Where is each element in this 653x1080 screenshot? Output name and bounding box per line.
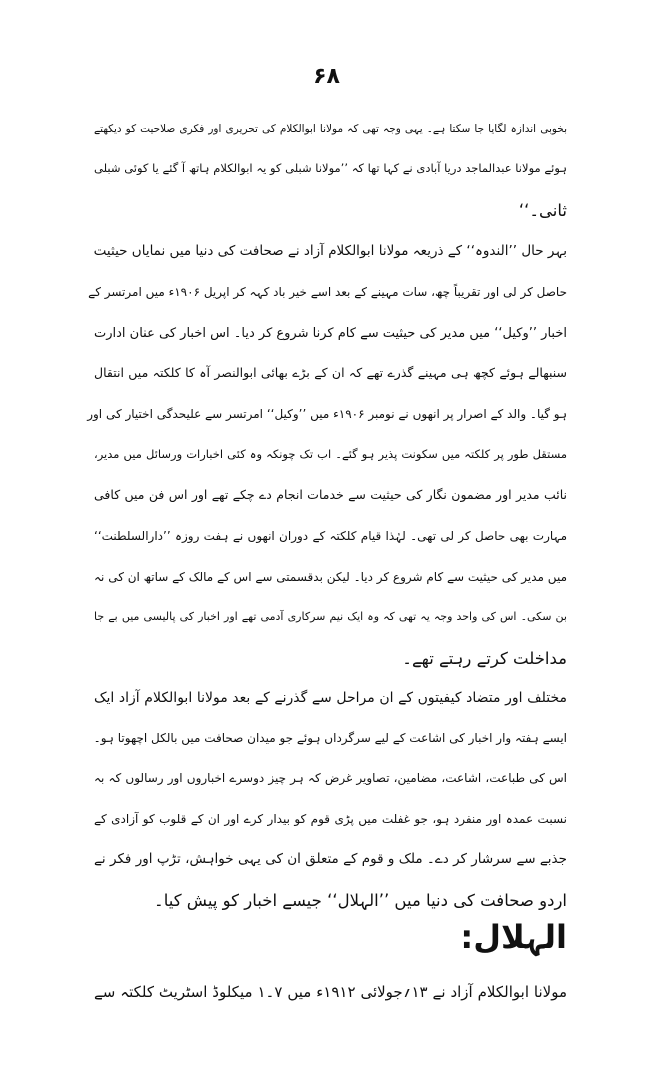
- text-line: نسبت عمدہ اور منفرد ہو، جو غفلت میں پڑی قوم کو بیدار کرے اور ان کے قلوب کو آزادی کے: [94, 812, 567, 826]
- text-line: ثانی۔‘‘: [518, 201, 567, 220]
- text-line: مختلف اور متضاد کیفیتوں کے ان مراحل سے گذرنے کے بعد مولانا ابوالکلام آزاد ایک: [94, 690, 567, 706]
- text-line: ایسے ہفتہ وار اخبار کی اشاعت کے لیے سرگرداں ہوئے جو میدان صحافت میں بالکل اچھوتا ہو۔: [93, 731, 567, 745]
- text-line: میں مدیر کی حیثیت سے کام شروع کر دیا۔ لیکن بدقسمتی سے اس کے مالک کے ساتھ ان کی نہ: [94, 570, 567, 584]
- text-line: جذبے سے سرشار کر دے۔ ملک و قوم کے متعلق ان کی یہی خواہش، تڑپ اور فکر نے: [94, 851, 567, 867]
- text-line: مداخلت کرتے رہتے تھے۔: [402, 649, 567, 668]
- text-line: اخبار ’’وکیل‘‘ میں مدیر کی حیثیت سے کام کرنا شروع کر دیا۔ اس اخبار کی عنان ادارت: [94, 326, 567, 341]
- section-heading: الہلال:: [460, 918, 567, 956]
- text-line: اس کی طباعت، اشاعت، مضامین، تصاویر غرض کہ ہر چیز دوسرے اخباروں اور رسالوں کہ بہ: [94, 771, 567, 785]
- text-line: مولانا ابوالکلام آزاد نے ۱۳؍جولائی ۱۹۱۲ء میں ۷۔۱ میکلوڈ اسٹریٹ کلکتہ سے: [94, 983, 567, 1001]
- text-line: مستقل طور پر کلکتہ میں سکونت پذیر ہو گئے۔ اب تک چونکہ وہ کئی اخبارات ورسائل میں مدیر،: [94, 447, 567, 461]
- text-line: نائب مدیر اور مضمون نگار کی حیثیت سے خدمات انجام دے چکے تھے اور اس فن میں کافی: [94, 487, 567, 502]
- text-line: ہوئے مولانا عبدالماجد دریا آبادی نے کہا تھا کہ ’’مولانا شبلی کو یہ ابوالکلام ہاتھ آ گئے یا کوئی شبلی: [94, 161, 567, 175]
- text-line: بخوبی اندازہ لگایا جا سکتا ہے۔ یہی وجہ تھی کہ مولانا ابوالکلام کی تحریری اور فکری صلاحیت کو دیکھتے: [94, 123, 567, 135]
- text-line: سنبھالے ہوئے کچھ ہی مہینے گذرے تھے کہ ان کے بڑے بھائی ابوالنصر آہ کا کلکتہ میں انتقال: [94, 365, 567, 380]
- page-number: ۶۸: [313, 64, 340, 89]
- text-line: بہر حال ’’الندوہ‘‘ کے ذریعہ مولانا ابوالکلام آزاد نے صحافت کی دنیا میں نمایاں حیثیت: [93, 243, 567, 259]
- text-line: مہارت بھی حاصل کر لی تھی۔ لہٰذا قیام کلکتہ کے دوران انھوں نے ہفت روزہ ’’دارالسلطنت‘‘: [94, 529, 567, 543]
- text-line: حاصل کر لی اور تقریباً چھ، سات مہینے کے بعد اسے خیر باد کہہ کر اپریل ۱۹۰۶ء میں امرتسر کے: [88, 285, 567, 299]
- text-line: اردو صحافت کی دنیا میں ’’الہلال‘‘ جیسے اخبار کو پیش کیا۔: [154, 891, 567, 910]
- text-line: ہو گیا۔ والد کے اصرار پر انھوں نے نومبر ۱۹۰۶ء میں ’’وکیل‘‘ امرتسر سے علیحدگی اختیار کی اور: [87, 407, 567, 421]
- text-line: بن سکی۔ اس کی واحد وجہ یہ تھی کہ وہ ایک نیم سرکاری آدمی تھے اور اخبار کی پالیسی میں بے جا: [94, 610, 567, 623]
